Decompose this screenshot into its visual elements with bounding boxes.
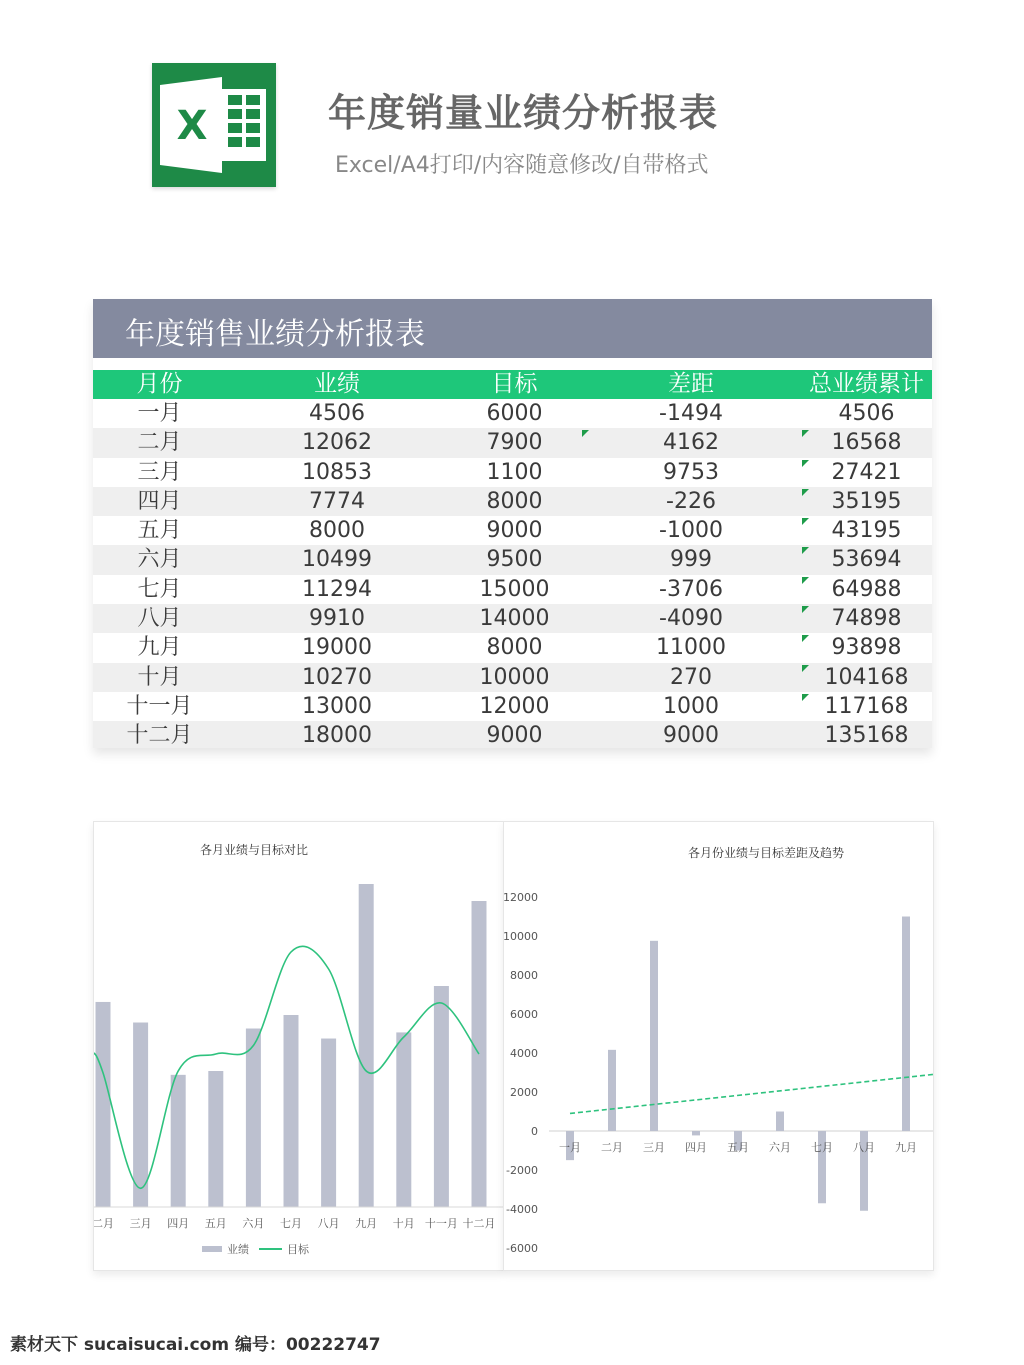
cell-indicator-icon (582, 430, 589, 437)
legend-swatch-performance (202, 1246, 222, 1252)
cell-indicator-icon (802, 606, 809, 613)
performance-bar (321, 1039, 336, 1207)
column-header[interactable]: 月份 (136, 371, 183, 397)
table-cell[interactable]: 十月 (137, 664, 182, 690)
table-cell[interactable]: 6000 (486, 401, 543, 426)
y-axis-tick-label: 4000 (510, 1047, 538, 1060)
x-axis-label: 七月 (811, 1141, 833, 1154)
table-cell[interactable]: -1000 (659, 518, 723, 544)
table-cell-text: 27421 (831, 459, 902, 485)
x-axis-label: 五月 (204, 1217, 227, 1230)
table-row (93, 721, 932, 748)
table-cell-text: 16568 (831, 430, 902, 456)
table-cell[interactable]: 10499 (302, 547, 372, 573)
x-axis-label: 三月 (129, 1217, 152, 1230)
table-cell[interactable]: 三月 (137, 459, 182, 485)
table-body (93, 399, 932, 748)
x-axis-label: 四月 (685, 1141, 707, 1154)
table-row (93, 633, 932, 662)
table-cell-text: 53694 (831, 547, 902, 573)
table-row (93, 692, 932, 721)
cell-indicator-icon (802, 665, 809, 672)
x-axis-label: 九月 (355, 1217, 378, 1230)
table-cell[interactable] (801, 663, 932, 692)
performance-bar (359, 884, 374, 1207)
table-cell[interactable]: 135168 (824, 723, 909, 748)
table-row (93, 575, 932, 604)
x-axis-label: 六月 (242, 1217, 265, 1230)
table-cell[interactable]: -1494 (659, 401, 723, 426)
column-header[interactable]: 目标 (491, 371, 538, 397)
column-header[interactable]: 总业绩累计 (809, 371, 924, 397)
spreadsheet-table (93, 299, 932, 748)
gap-bar (608, 1050, 616, 1131)
table-cell[interactable]: 13000 (302, 693, 372, 719)
table-cell[interactable]: 15000 (479, 576, 550, 602)
cell-indicator-icon (802, 635, 809, 642)
table-cell[interactable]: 270 (670, 664, 712, 690)
table-cell[interactable] (801, 692, 932, 721)
performance-bar (246, 1029, 261, 1207)
table-cell-text: 93898 (831, 635, 902, 661)
trend-line (570, 1074, 933, 1113)
table-cell-text: 43195 (831, 518, 902, 544)
table-cell[interactable]: -3706 (659, 576, 723, 602)
table-cell[interactable]: 1000 (663, 693, 719, 719)
table-cell-text: 4162 (663, 430, 719, 456)
table-cell[interactable] (801, 458, 932, 487)
x-axis-label: 十一月 (424, 1217, 458, 1230)
table-cell[interactable] (581, 428, 801, 457)
table-row (93, 399, 932, 428)
table-cell[interactable]: 9910 (309, 606, 365, 632)
table-cell[interactable]: 二月 (137, 430, 182, 456)
table-cell[interactable]: 4506 (838, 401, 895, 426)
table-cell[interactable]: 11000 (656, 635, 726, 661)
performance-bar (396, 1032, 411, 1207)
table-cell[interactable]: 九月 (137, 635, 182, 661)
x-axis-label: 四月 (167, 1217, 190, 1230)
x-axis-label: 二月 (601, 1141, 623, 1154)
table-cell[interactable]: 十一月 (126, 693, 193, 719)
x-axis-label: 一月 (559, 1141, 581, 1154)
x-axis-label: 七月 (280, 1217, 302, 1230)
table-cell[interactable]: 12000 (479, 693, 550, 719)
chart2-title: 各月份业绩与目标差距及趋势 (687, 846, 845, 860)
table-cell[interactable]: 4506 (309, 401, 365, 426)
table-cell[interactable]: 八月 (137, 606, 182, 632)
table-row (93, 663, 932, 692)
table-row (93, 604, 932, 633)
y-axis-tick-label: 0 (531, 1125, 538, 1138)
table-cell[interactable]: 8000 (486, 635, 543, 661)
column-header[interactable]: 差距 (668, 371, 714, 397)
y-axis-tick-label: 2000 (510, 1086, 538, 1099)
sheet-title-bar (93, 299, 932, 358)
table-cell[interactable] (801, 545, 932, 574)
table-cell[interactable] (801, 633, 932, 662)
table-cell[interactable] (801, 487, 932, 516)
performance-bar (171, 1075, 186, 1207)
performance-bar (133, 1022, 148, 1207)
x-axis-label: 六月 (769, 1141, 791, 1154)
x-axis-label: 八月 (317, 1217, 340, 1230)
cell-indicator-icon (802, 547, 809, 554)
performance-bar (434, 986, 449, 1207)
x-axis-label: 十月 (392, 1217, 415, 1230)
logo-letter: X (176, 103, 208, 149)
table-cell[interactable]: 7774 (309, 488, 365, 514)
table-cell[interactable]: 14000 (479, 606, 550, 632)
x-axis-label: 九月 (895, 1141, 917, 1154)
x-axis-label: 二月 (94, 1217, 114, 1230)
table-cell[interactable]: -226 (666, 488, 716, 514)
table-cell[interactable]: 999 (670, 547, 712, 573)
gap-bar (692, 1131, 700, 1135)
table-row (93, 487, 932, 516)
table-cell[interactable] (801, 516, 932, 545)
table-cell[interactable]: 七月 (137, 576, 182, 602)
x-axis-label: 八月 (853, 1141, 875, 1154)
table-row (93, 428, 932, 457)
table-cell[interactable]: 8000 (309, 518, 365, 544)
chart2-svg (504, 822, 933, 1270)
excel-logo-icon (152, 63, 276, 187)
table-cell[interactable]: 10853 (302, 459, 372, 485)
page-title: 年度销量业绩分析报表 (328, 91, 719, 135)
chart1-title: 各月业绩与目标对比 (199, 843, 309, 857)
table-cell[interactable]: 五月 (137, 518, 182, 544)
table-cell[interactable]: 一月 (137, 401, 182, 426)
table-cell[interactable]: 7900 (486, 430, 543, 456)
y-axis-tick-label: -4000 (506, 1203, 538, 1216)
cell-indicator-icon (802, 489, 809, 496)
y-axis-tick-label: 12000 (504, 891, 538, 904)
table-cell-text: 117168 (824, 693, 909, 719)
cell-indicator-icon (802, 430, 809, 437)
table-row (93, 458, 932, 487)
table-cell[interactable]: 四月 (137, 488, 182, 514)
table-cell[interactable]: 9753 (663, 459, 719, 485)
table-cell[interactable] (801, 575, 932, 604)
table-row (93, 516, 932, 545)
table-cell[interactable]: 9000 (663, 723, 719, 748)
table-header-row (93, 370, 932, 399)
table-cell[interactable]: -4090 (659, 606, 723, 632)
chart1-svg (94, 822, 503, 1270)
cell-indicator-icon (802, 694, 809, 701)
y-axis-tick-label: 10000 (504, 930, 538, 943)
performance-vs-target-chart (93, 821, 504, 1271)
x-axis-label: 十二月 (462, 1217, 496, 1230)
legend-label-target: 目标 (287, 1243, 309, 1256)
table-cell[interactable] (801, 604, 932, 633)
performance-bar (208, 1071, 223, 1207)
gap-bar (776, 1112, 784, 1131)
table-cell-text: 35195 (831, 488, 902, 514)
table-row (93, 545, 932, 574)
table-cell[interactable]: 六月 (137, 547, 182, 573)
gap-and-trend-chart (503, 821, 934, 1271)
x-axis-label: 五月 (727, 1141, 749, 1154)
cell-indicator-icon (802, 518, 809, 525)
table-cell[interactable]: 18000 (302, 723, 372, 748)
table-cell[interactable]: 8000 (486, 488, 543, 514)
table-cell[interactable]: 十二月 (126, 723, 193, 748)
table-cell-text: 74898 (831, 606, 902, 632)
table-cell[interactable]: 11294 (302, 576, 372, 602)
table-cell[interactable]: 9000 (486, 518, 543, 544)
table-cell[interactable] (801, 428, 932, 457)
table-cell[interactable]: 1100 (486, 459, 543, 485)
y-axis-tick-label: -2000 (506, 1164, 538, 1177)
table-cell-text: 104168 (824, 664, 909, 690)
x-axis-label: 三月 (643, 1141, 665, 1154)
gap-bar (650, 941, 658, 1131)
y-axis-tick-label: 6000 (510, 1008, 538, 1021)
performance-bar (284, 1015, 299, 1207)
y-axis-tick-label: -6000 (506, 1242, 538, 1255)
cell-indicator-icon (802, 577, 809, 584)
table-cell[interactable]: 10000 (479, 664, 550, 690)
cell-indicator-icon (802, 460, 809, 467)
gap-bar (902, 917, 910, 1132)
page-subtitle: Excel/A4打印/内容随意修改/自带格式 (335, 153, 709, 178)
performance-bar (96, 1002, 111, 1207)
watermark-footer: 素材天下 sucaisucai.com 编号：00222747 (10, 1335, 381, 1355)
excel-logo-graphic (152, 63, 276, 187)
table-cell[interactable]: 9000 (486, 723, 543, 748)
table-cell[interactable]: 19000 (302, 635, 372, 661)
table-cell[interactable]: 9500 (486, 547, 543, 573)
table-cell-text: 64988 (831, 576, 902, 602)
column-header[interactable]: 业绩 (314, 371, 360, 397)
legend-label-performance: 业绩 (227, 1243, 249, 1256)
y-axis-tick-label: 8000 (510, 969, 538, 982)
sheet-title: 年度销售业绩分析报表 (125, 317, 425, 352)
table-cell[interactable]: 10270 (302, 664, 372, 690)
table-cell[interactable]: 12062 (302, 430, 372, 456)
